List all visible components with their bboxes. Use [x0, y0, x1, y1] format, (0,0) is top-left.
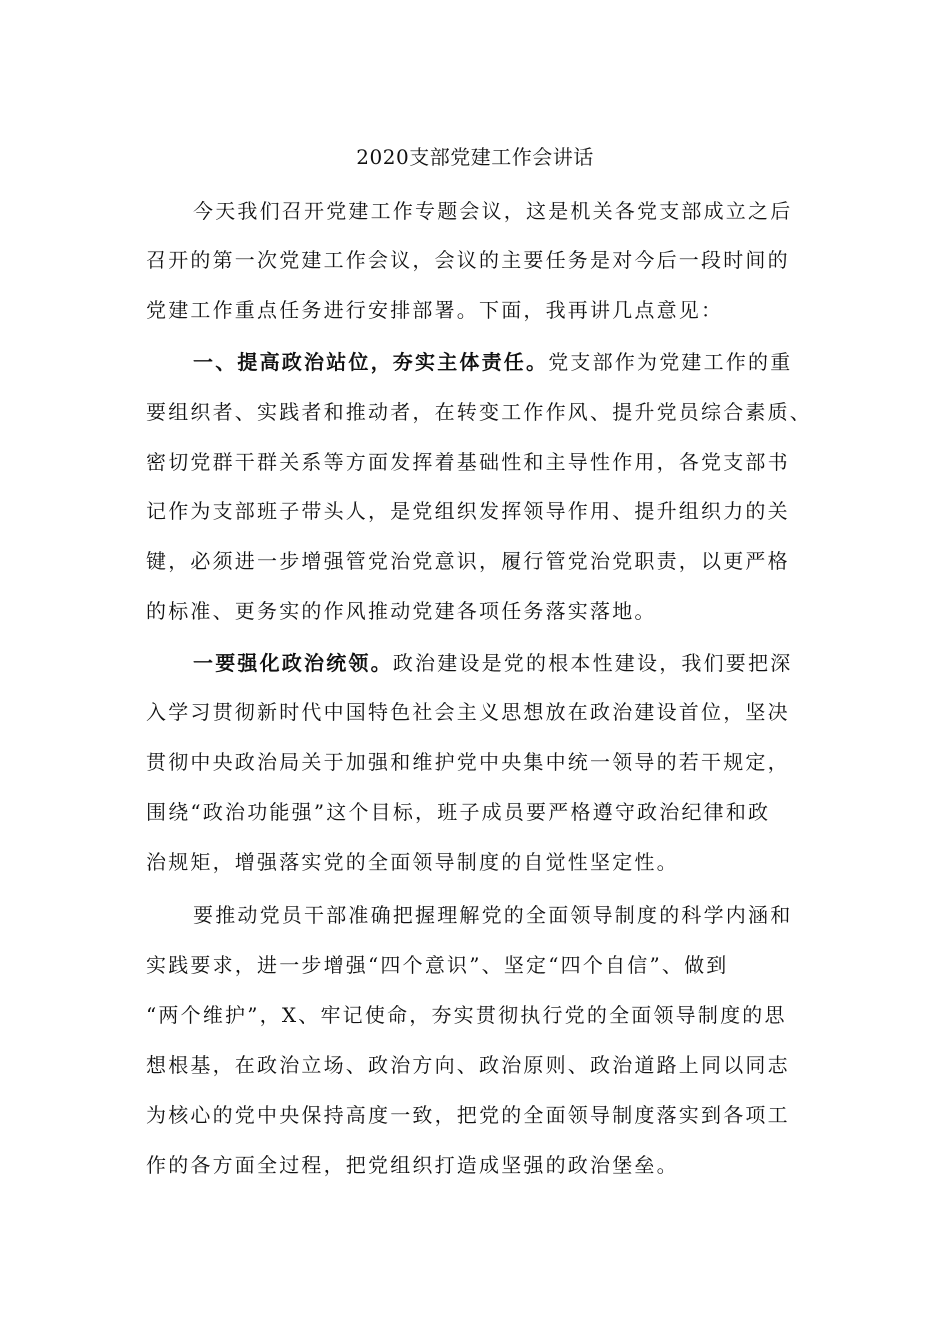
paragraph-4-line-6: 作的各方面全过程，把党组织打造成坚强的政治堡垒。 — [146, 1153, 679, 1177]
paragraph-4-line-5: 为核心的党中央保持高度一致，把党的全面领导制度落实到各项工 — [146, 1103, 790, 1127]
paragraph-1-line-1: 今天我们召开党建工作专题会议，这是机关各党支部成立之后 — [193, 199, 793, 223]
paragraph-2-line-2: 要组织者、实践者和推动者，在转变工作作风、提升党员综合素质、 — [146, 400, 812, 424]
document-title: 2020支部党建工作会讲话 — [356, 145, 594, 169]
paragraph-4-line-4: 想根基，在政治立场、政治方向、政治原则、政治道路上同以同志 — [146, 1053, 790, 1077]
paragraph-4-line-3: “两个维护”，X、牢记使命，夯实贯彻执行党的全面领导制度的思 — [146, 1003, 787, 1027]
paragraph-3-line-4: 围绕“政治功能强”这个目标，班子成员要严格遵守政治纪律和政 — [146, 800, 771, 824]
paragraph-4-line-2: 实践要求，进一步增强“四个意识”、坚定“四个自信”、做到 — [146, 953, 729, 977]
paragraph-1-line-3: 党建工作重点任务进行安排部署。下面，我再讲几点意见： — [146, 298, 724, 322]
paragraph-1-line-2: 召开的第一次党建工作会议，会议的主要任务是对今后一段时间的 — [146, 248, 790, 272]
paragraph-2-line-1-text: 党支部作为党建工作的重 — [548, 350, 793, 374]
paragraph-3-line-1 — [193, 648, 792, 678]
paragraph-2-line-1 — [193, 347, 792, 377]
paragraph-3-line-1-text: 政治建设是党的根本性建设，我们要把深 — [392, 651, 793, 675]
paragraph-3-heading: 一要强化政治统领。 — [193, 651, 393, 675]
paragraph-2-line-6: 的标准、更务实的作风推动党建各项任务落实落地。 — [146, 599, 657, 623]
paragraph-3-line-2: 入学习贯彻新时代中国特色社会主义思想放在政治建设首位，坚决 — [146, 700, 790, 724]
paragraph-3-line-5: 治规矩，增强落实党的全面领导制度的自觉性坚定性。 — [146, 850, 679, 874]
paragraph-3-line-3: 贯彻中央政治局关于加强和维护党中央集中统一领导的若干规定， — [146, 750, 790, 774]
paragraph-2-line-4: 记作为支部班子带头人，是党组织发挥领导作用、提升组织力的关 — [146, 499, 790, 523]
paragraph-4-line-1: 要推动党员干部准确把握理解党的全面领导制度的科学内涵和 — [193, 903, 793, 927]
paragraph-2-line-5: 键，必须进一步增强管党治党意识，履行管党治党职责，以更严格 — [146, 549, 790, 573]
paragraph-2-line-3: 密切党群干群关系等方面发挥着基础性和主导性作用，各党支部书 — [146, 450, 790, 474]
paragraph-2-heading: 一、提高政治站位，夯实主体责任。 — [193, 350, 549, 374]
